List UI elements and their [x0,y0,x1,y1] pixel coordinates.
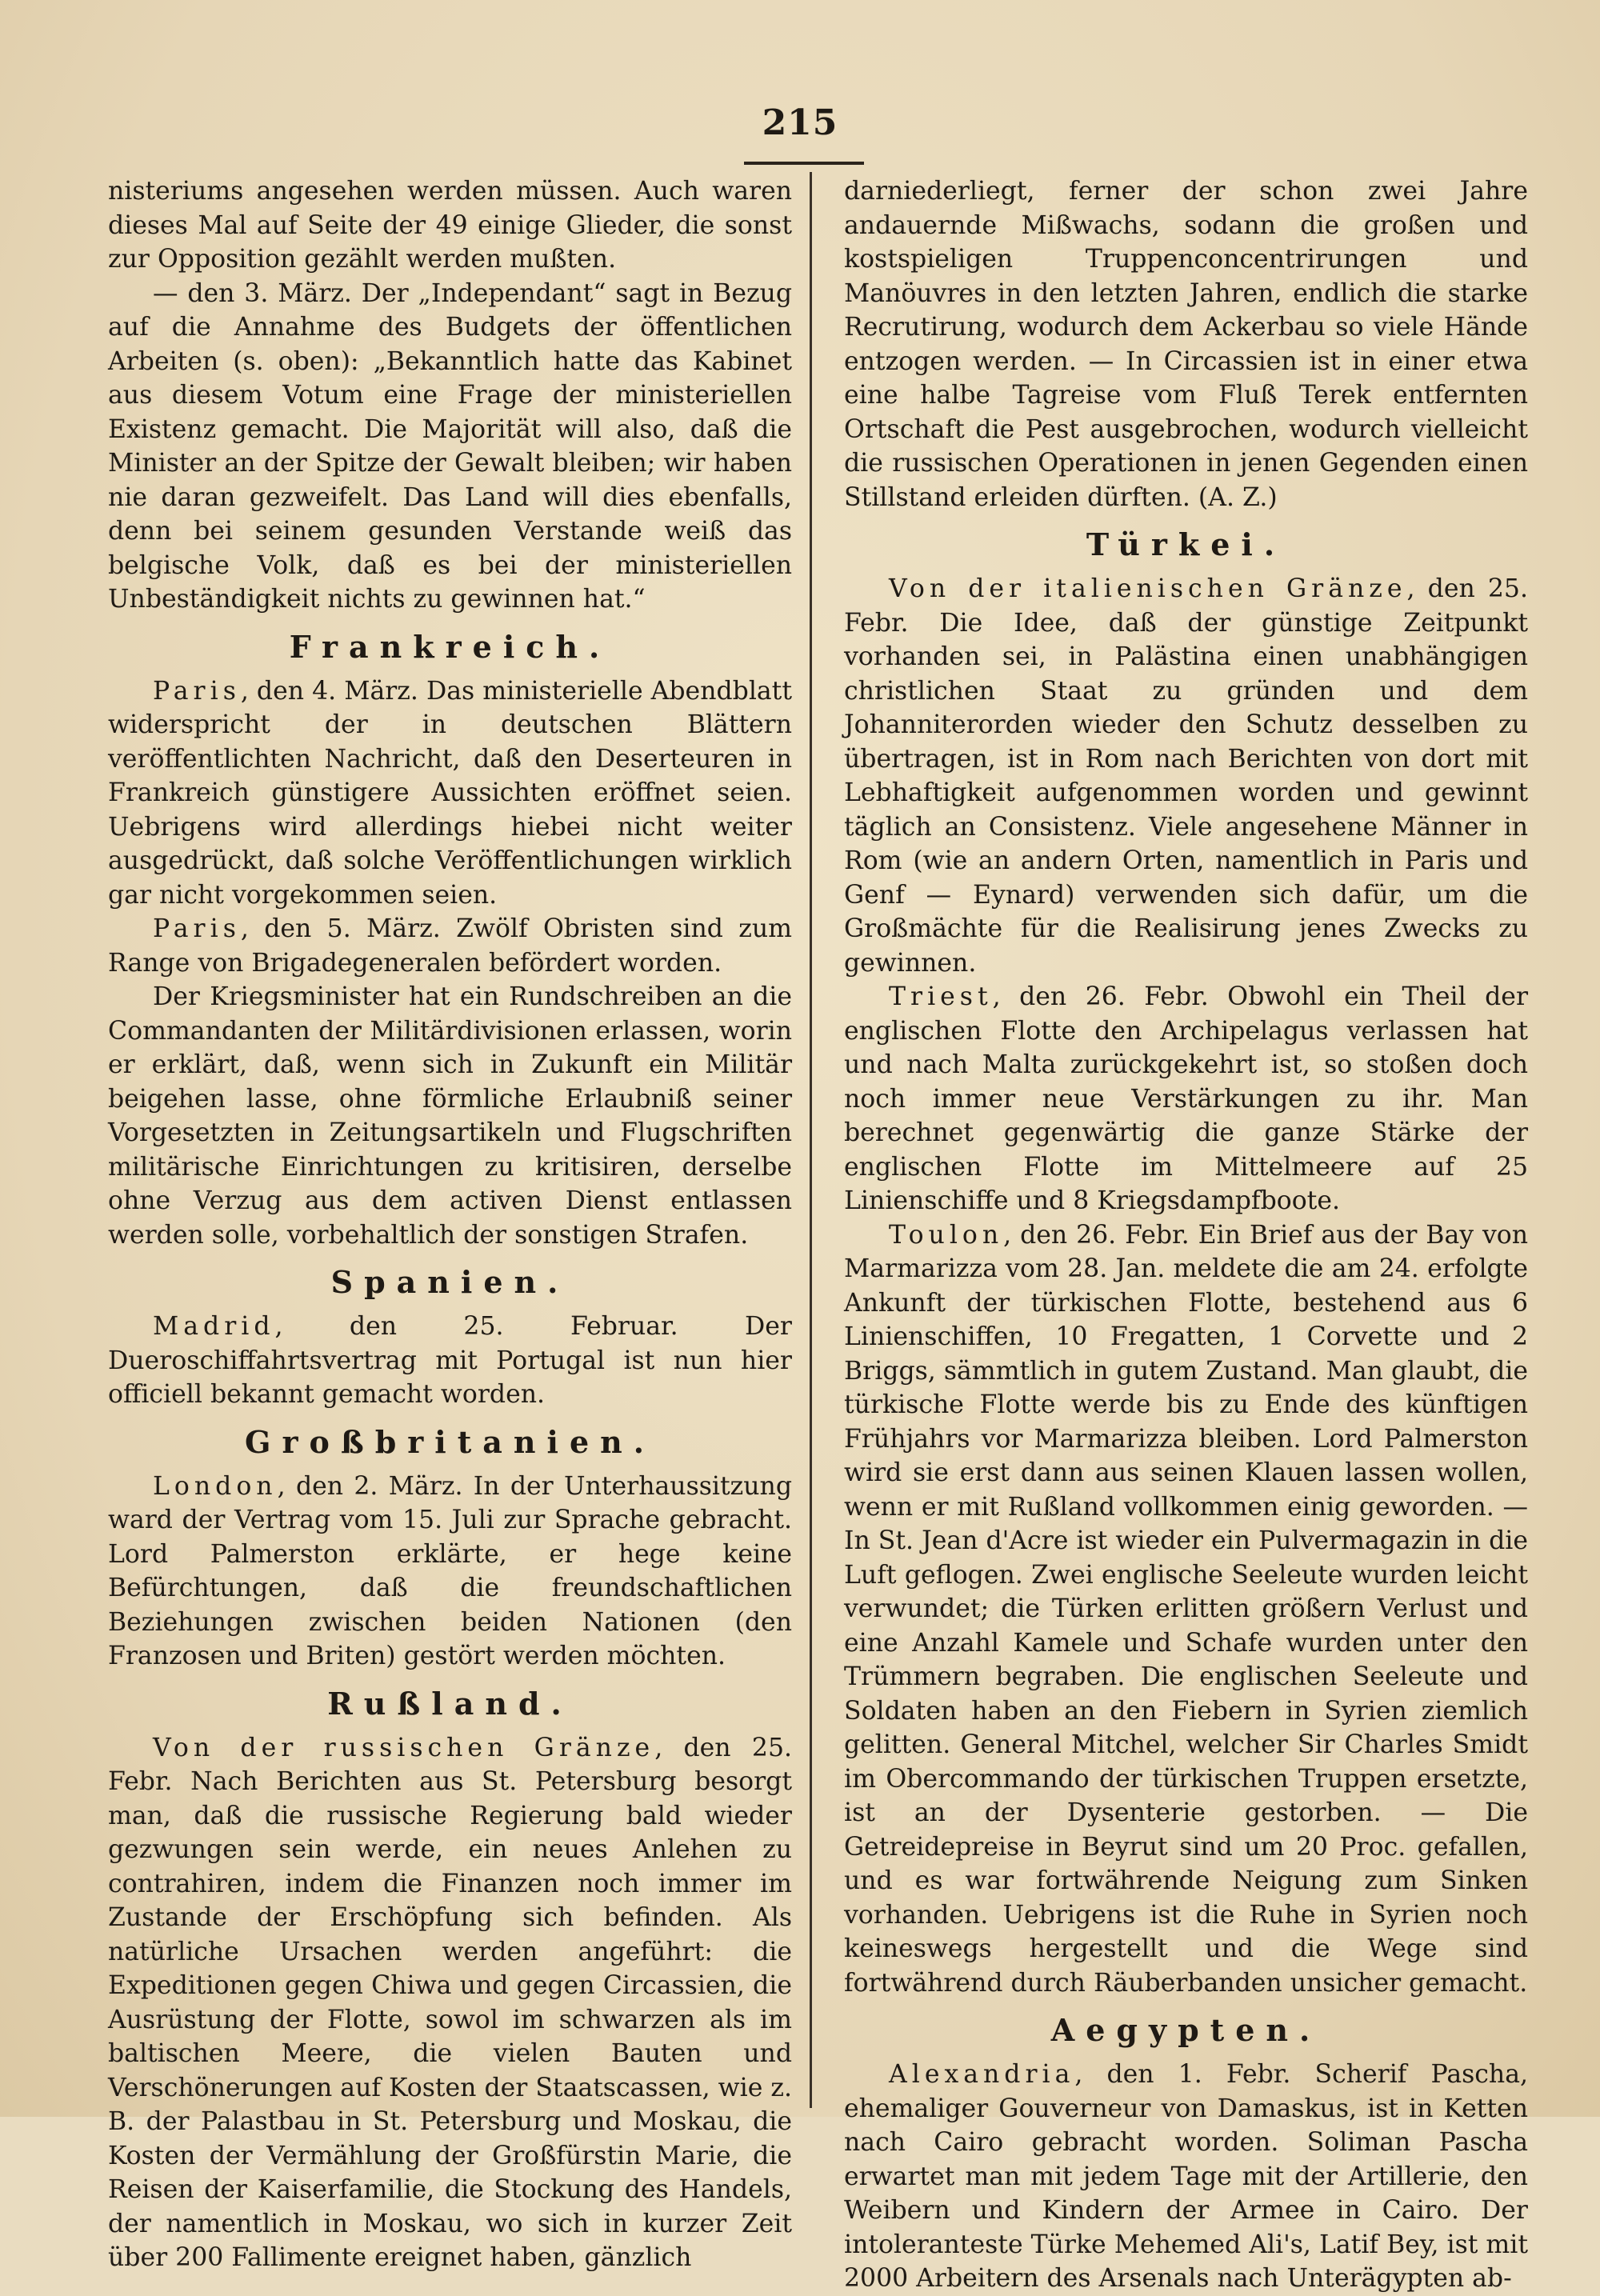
page-number: 215 [762,102,838,143]
russia-paragraph [108,1731,792,2275]
article-text: , den 25. Febr. Die Idee, daß der günstige Zeitpunkt vorhanden sei, in Palästina einen unabhängigen christlichen Staat zu gründen und dem Johanniterorden wieder den Schutz desselben zu übertragen, ist in Rom nach Berichten von dort mit Lebhaftigkeit aufgenommen worden und gewinnt täglich an Consistenz. Viele angesehene Männer in Rom (wie an andern Orten, namentlich in Paris und Genf — Eynard) verwenden sich dafür, um die Großmächte für die Realisirung jenes Zwecks zu gewinnen. [844,574,1528,978]
source-signature: (A. Z.) [1198,482,1278,512]
section-heading-france: Frankreich. [289,628,611,665]
header-rule [744,162,864,165]
left-column [108,174,792,2275]
belgium-paragraph [108,277,792,617]
article-text: darniederliegt, ferner der schon zwei Jahre andauernde Mißwachs, sodann die großen und kostspieligen Truppenconcentrirungen und Manöuvres in den letzten Jahren, endlich die starke Recrutirung, wodurch dem Ackerbau so viele Hände entzogen werden. — In Circassien ist in einer etwa eine halbe Tagreise vom Fluß Terek entfernten Ortschaft die Pest ausgebrochen, wodurch vielleicht die russischen Operationen in jenen Gegenden einen Stillstand erleiden dürften. [844,177,1528,512]
section-heading-spain: Spanien. [330,1264,570,1300]
turkey-paragraph-3 [844,1218,1528,2001]
article-text: , den 2. März. In der Unterhaussitzung ward der Vertrag vom 15. Juli zur Sprache gebracht. Lord Palmerston erklärte, er hege keine Befürchtungen, daß die freundschaftlichen Beziehungen zwischen beiden Nationen (den Franzosen und Briten) gestört werden möchten. [108,1471,792,1670]
belgium-text: Der „Independant“ sagt in Bezug auf die Annahme des Budgets der öffentlichen Arbeiten (s. oben): „Bekanntlich hatte das Kabinet aus diesem Votum eine Frage der ministeriellen Existenz gemacht. Die Majorität will also, daß die Minister an der Spitze der Gewalt bleiben; wir haben nie daran gezweifelt. Das Land will dies ebenfalls, denn bei seinem gesunden Verstande weiß das belgische Volk, daß es bei der ministeriellen Unbeständigkeit nichts zu gewinnen hat.“ [108,278,793,614]
france-paragraph-2 [108,912,792,980]
right-column [844,174,1528,2296]
dateline-place: London [153,1471,278,1501]
article-text: , den 26. Febr. Ein Brief aus der Bay von Marmarizza vom 28. Jan. meldete die am 24. erfolgte Ankunft der türkischen Flotte, bestehend aus 6 Linienschiffen, 10 Fregatten, 1 Corvette und 2 Briggs, sämmtlich in gutem Zustand. Man glaubt, die türkische Flotte werde bis zu Ende des künftigen Frühjahrs vor Marmarizza bleiben. Lord Palmerston wird sie erst dann aus seinen Klauen lassen wollen, wenn er mit Rußland vollkommen einig geworden. — In St. Jean d'Acre ist wieder ein Pulvermagazin in die Luft geflogen. Zwei englische Seeleute wurden leicht verwundet; die Türken erlitten größern Verlust und eine Anzahl Kamele und Schafe wurden unter den Trümmern begraben. Die englischen Seeleute und Soldaten haben an den Fiebern in Syrien ziemlich gelitten. General Mitchel, welcher Sir Charles Smidt im Obercommando der türkischen Truppen ersetzte, ist an der Dysenterie gestorben. — Die Getreidepreise in Beyrut sind um 20 Proc. gefallen, und es war fortwährende Neigung zum Sinken vorhanden. Uebrigens ist die Ruhe in Syrien noch keineswegs hergestellt und die Wege sind fortwährend durch Räuberbanden unsicher gemacht. [844,1220,1528,1998]
section-heading-turkey: Türkei. [1086,526,1286,562]
section-heading-russia: Rußland. [327,1685,573,1722]
article-text: , den 5. März. Zwölf Obristen sind zum Range von Brigadegeneralen befördert worden. [108,914,792,978]
britain-paragraph [108,1470,792,1674]
dateline-place: Toulon [889,1220,1004,1250]
section-heading-egypt: Aegypten. [1050,2012,1322,2048]
turkey-paragraph-2 [844,980,1528,1218]
article-text: , den 1. Febr. Scherif Pascha, ehemaliger Gouverneur von Damaskus, ist in Ketten nach Cairo gebracht worden. Soliman Pascha erwartet man mit jedem Tage mit der Artillerie, den Weibern und Kindern der Armee in Cairo. Der intoleranteste Türke Mehemed Ali's, Latif Bey, ist mit 2000 Arbeitern des Arsenals nach Unterägypten ab- [844,2060,1529,2293]
dateline-place: Triest [889,982,993,1011]
section-heading-britain: Großbritanien. [245,1423,655,1460]
france-paragraph-1 [108,674,792,913]
russia-continuation [844,174,1528,514]
article-text: , den 25. Februar. Der Dueroschiffahrtsvertrag mit Portugal ist nun hier officiell bekannt gemacht worden. [108,1312,792,1409]
article-text: , den 25. Febr. Nach Berichten aus St. Petersburg besorgt man, daß die russische Regierung bald wieder gezwungen sein werde, ein neues Anlehen zu contrahiren, indem die Finanzen noch immer im Zustande der Erschöpfung sich befinden. Als natürliche Ursachen werden angeführt: die Expeditionen gegen Chiwa und gegen Circassien, die Ausrüstung der Flotte, sowol im schwarzen als im baltischen Meere, die vielen Bauten und Verschönerungen auf Kosten der Staatscassen, wie z. B. der Palastbau in St. Petersburg und Moskau, die Kosten der Vermählung der Großfürstin Marie, die Reisen der Kaiserfamilie, die Stockung des Handels, der namentlich in Moskau, wo sich in kurzer Zeit über 200 Fallimente ereignet haben, gänzlich [108,1733,792,2272]
belgium-date: — den 3. März. [153,278,352,308]
article-text: , den 26. Febr. Obwohl ein Theil der englischen Flotte den Archipelagus verlassen hat und nach Malta zurückgekehrt ist, so stoßen doch noch immer neue Verstärkungen zu ihr. Man berechnet gegenwärtig die ganze Stärke der englischen Flotte im Mittelmeere auf 25 Linienschiffe und 8 Kriegsdampfboote. [844,982,1528,1215]
dateline-place: Alexandria [889,2060,1075,2089]
dateline-place: Paris [153,914,241,943]
dateline-place: Von der italienischen Gränze [889,574,1407,603]
article-text: , den 4. März. Das ministerielle Abendblatt widerspricht der in deutschen Blättern veröffentlichten Nachricht, daß den Deserteuren in Frankreich günstigere Aussichten eröffnet seien. Uebrigens wird allerdings hiebei nicht weiter ausgedrückt, daß solche Veröffentlichungen wirklich gar nicht vorgekommen seien. [108,676,792,910]
intro-paragraph: nisteriums angesehen werden müssen. Auch waren dieses Mal auf Seite der 49 einige Glieder, die sonst zur Opposition gezählt werden mußten. [108,177,792,274]
spain-paragraph [108,1310,792,1412]
dateline-place: Paris [153,676,241,706]
turkey-paragraph-1 [844,572,1528,980]
egypt-paragraph [844,2058,1528,2296]
dateline-place: Madrid [153,1312,275,1341]
column-divider [810,172,812,2108]
france-paragraph-3: Der Kriegsminister hat ein Rundschreiben an die Commandanten der Militärdivisionen erlassen, worin er erklärt, daß, wenn sich in Zukunft ein Militär beigehen lasse, ohne förmliche Erlaubniß seiner Vorgesetzten in Zeitungsartikeln und Flugschriften militärische Einrichtungen zu kritisiren, derselbe ohne Verzug aus dem activen Dienst entlassen werden solle, vorbehaltlich der sonstigen Strafen. [108,982,792,1250]
dateline-place: Von der russischen Gränze [153,1733,655,1762]
